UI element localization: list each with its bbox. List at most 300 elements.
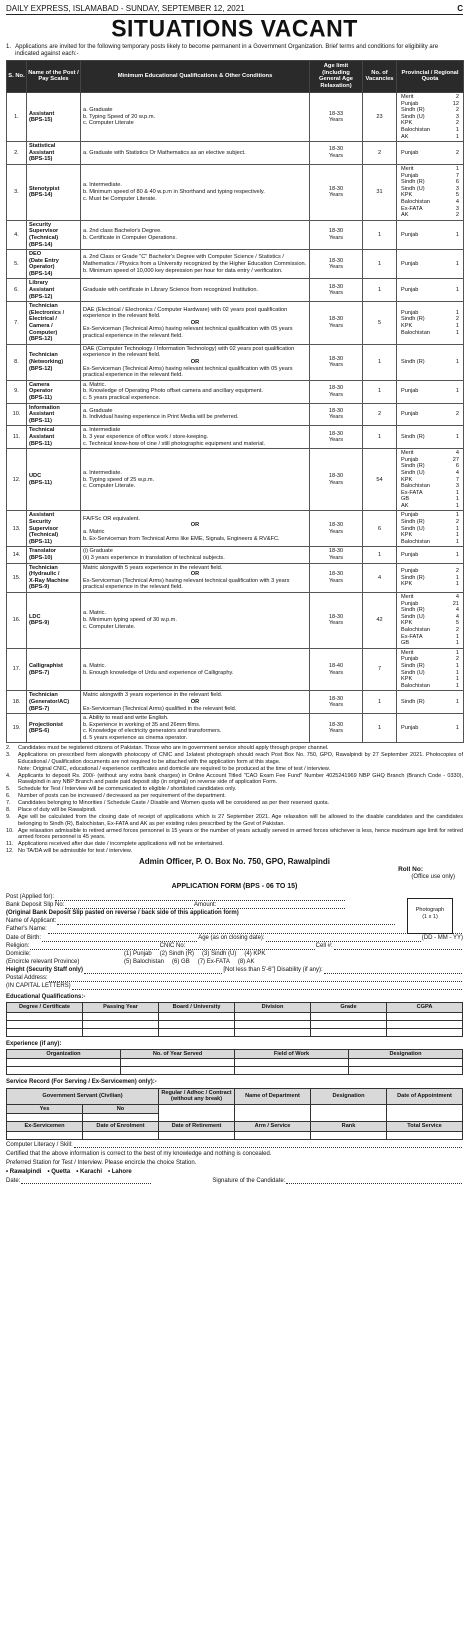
total-service-header: Total Service	[387, 1122, 463, 1132]
quota	[397, 547, 464, 563]
education-row[interactable]	[7, 1020, 463, 1028]
quota-region: Sindh (R)	[401, 433, 425, 440]
quota-count: 1	[455, 496, 459, 503]
signature-field[interactable]	[286, 1178, 462, 1184]
education-column-header: Degree / Certificate	[7, 1003, 83, 1013]
qualification-line: a. Intermediate	[83, 427, 121, 434]
station-quetta[interactable]: • Quetta	[47, 1169, 71, 1176]
vacancy-count: 1	[363, 344, 397, 380]
post-line: Stenotypist	[29, 185, 60, 192]
post-name	[27, 691, 81, 714]
post-line: Translator	[29, 548, 57, 555]
note-number: 11.	[6, 841, 14, 848]
post-line: Technician	[29, 352, 58, 359]
quota-count: 1	[455, 724, 459, 731]
quota-line	[399, 539, 461, 546]
serial-number: 8.	[7, 344, 27, 380]
quota-region: KPK	[401, 532, 413, 539]
quota-count: 1	[455, 489, 459, 496]
quota-line	[399, 199, 461, 206]
vacancy-row	[7, 691, 464, 714]
quota-count: 2	[455, 567, 459, 574]
experience-table	[6, 1049, 463, 1076]
quota-count: 1	[455, 676, 459, 683]
quota-region: Punjab	[401, 287, 419, 294]
age-limit	[310, 279, 363, 302]
or-separator: OR	[190, 522, 200, 529]
note-number	[6, 766, 18, 772]
post-name	[27, 380, 81, 403]
quota-region: Balochistan	[401, 127, 430, 133]
domicile-option[interactable]: (8) AK	[237, 958, 255, 965]
serial-number: 1.	[7, 93, 27, 142]
quota-count: 1	[455, 127, 459, 133]
ex-service-row[interactable]	[7, 1131, 463, 1139]
station-lahore[interactable]: • Lahore	[108, 1169, 132, 1176]
vacancy-row	[7, 511, 464, 547]
height-field[interactable]	[84, 968, 222, 974]
cnic-field[interactable]	[186, 944, 314, 950]
quota	[397, 344, 464, 380]
post-line: Assistant	[29, 512, 55, 519]
qualification-line: a. Graduate	[83, 107, 113, 114]
quota-region: Punjab	[401, 551, 419, 558]
qualification	[81, 344, 310, 380]
note-item	[6, 841, 463, 847]
note-text: Candidates must be registered citizens of Pakistan. Those who are in government service should apply through proper channel.	[18, 745, 329, 752]
quota-count: 1	[455, 682, 459, 689]
age-line: Years	[328, 528, 344, 535]
quota-region: Balochistan	[401, 682, 430, 689]
post-line: (BPS-7)	[29, 705, 50, 712]
quota-count: 1	[455, 309, 459, 316]
vacancy-row	[7, 403, 464, 426]
station-rawalpindi[interactable]: • Rawalpindi	[6, 1169, 42, 1176]
post-line: (BPS-11)	[29, 417, 53, 424]
serial-number: 4.	[7, 220, 27, 249]
quota-line	[399, 450, 461, 457]
quota-line	[399, 107, 461, 114]
post-line: Computer)	[29, 329, 58, 336]
age-line: Years	[328, 153, 344, 160]
bank-slip-field[interactable]	[65, 903, 193, 909]
post-line: Assistant	[29, 149, 55, 156]
qualification	[81, 714, 310, 743]
qualification	[81, 250, 310, 279]
age-line: 18-40	[328, 662, 344, 669]
vacancies-header-row	[7, 60, 464, 92]
quota-line	[399, 316, 461, 323]
post-name	[27, 511, 81, 547]
literacy-field[interactable]	[74, 1142, 462, 1148]
quota-region: Sindh (R)	[401, 463, 425, 470]
post-line: Information	[29, 404, 60, 411]
age-limit	[310, 714, 363, 743]
vacancy-count: 7	[363, 648, 397, 691]
qualification-line: b. Certificate in Computer Operations.	[83, 234, 177, 241]
post-line: (BPS-7)	[29, 669, 50, 676]
quota-count: 6	[455, 463, 459, 470]
age-line: 18-30	[328, 185, 344, 192]
post-name	[27, 648, 81, 691]
or-separator: OR	[190, 359, 200, 365]
age-line: Years	[328, 264, 344, 271]
qualification-line: c. Computer Literate.	[83, 623, 136, 630]
post-name	[27, 164, 81, 220]
serial-number: 18.	[7, 691, 27, 714]
domicile-option[interactable]: (2) Sindh (R)	[159, 950, 195, 957]
quota-region: Sindh (R)	[401, 316, 425, 323]
note-item	[6, 814, 463, 827]
age-label: Age (as on closing date):	[198, 934, 265, 941]
note-item	[6, 848, 463, 854]
vacancy-row	[7, 302, 464, 345]
qualification	[81, 449, 310, 511]
disability-label: Disability (if any):	[276, 966, 323, 973]
quota-line	[399, 388, 461, 395]
domicile-row-2	[6, 959, 463, 966]
vacancy-row	[7, 142, 464, 165]
age-limit	[310, 250, 363, 279]
cell-field[interactable]	[334, 944, 462, 950]
note-number: 12.	[6, 848, 14, 855]
age-limit	[310, 380, 363, 403]
quota-region: AK	[401, 502, 409, 509]
quota	[397, 142, 464, 165]
quota-line	[399, 676, 461, 683]
qualification-line: b. Experience in working of 35 and 26mm films.	[83, 721, 201, 728]
notes-list	[6, 745, 463, 854]
date-field[interactable]	[21, 1178, 151, 1184]
qualification-line: b. Ex-Serviceman from Technical Arms like EME, Signals, Engineers & RV&FC.	[83, 535, 280, 542]
quota-count: 1	[455, 287, 459, 294]
vacancy-count: 4	[363, 563, 397, 592]
page-title: SITUATIONS VACANT	[111, 14, 358, 43]
quota-line	[399, 310, 461, 317]
domicile-option[interactable]: (7) Ex-FATA	[197, 958, 230, 965]
post-applied-field[interactable]	[55, 895, 345, 901]
post-line: (BPS-12)	[29, 336, 53, 343]
vacancy-row	[7, 648, 464, 691]
quota-line	[399, 670, 461, 677]
encircle-note: (Encircle relevant Province)	[6, 958, 80, 965]
intro-paragraph	[6, 44, 463, 58]
applicant-name-field[interactable]	[57, 919, 395, 925]
age-line: 18-30	[328, 522, 344, 529]
experience-header-row	[7, 1049, 463, 1059]
quota-count: 3	[455, 113, 459, 120]
quota	[397, 511, 464, 547]
quota	[397, 426, 464, 449]
age-limit	[310, 648, 363, 691]
vacancy-count: 6	[363, 511, 397, 547]
quota-line	[399, 581, 461, 588]
quota-line	[399, 94, 461, 101]
note-text: Number of posts can be increased / decreased as per requirement of the department.	[18, 793, 226, 800]
station-karachi[interactable]: • Karachi	[76, 1169, 102, 1176]
qualification	[81, 302, 310, 345]
quota-count: 1	[455, 551, 459, 558]
qualification	[81, 380, 310, 403]
quota-line	[399, 434, 461, 441]
qualification-line: b. Typing Speed of 20 w.p.m.	[83, 113, 156, 120]
serial-number: 11.	[7, 426, 27, 449]
quota-region: GB	[401, 640, 410, 647]
post-line: (BPS-11)	[29, 479, 53, 486]
vacancy-count: 1	[363, 691, 397, 714]
serial-number: 19.	[7, 714, 27, 743]
column-header: Age limit (Including General Age Relaxation)	[310, 60, 363, 92]
vacancy-count: 1	[363, 380, 397, 403]
applicant-name-label: Name of Applicant:	[6, 918, 57, 925]
quota-region: Sindh (R)	[401, 607, 425, 614]
experience-title: Experience (if any):	[6, 1040, 62, 1047]
experience-row[interactable]	[7, 1067, 463, 1075]
quota-count: 1	[455, 433, 459, 440]
date-format: (DD - MM - YY)	[421, 934, 464, 941]
age-line: 18-30	[328, 146, 344, 153]
note-number: 8.	[6, 807, 11, 814]
quota-region: KPK	[401, 323, 413, 330]
post-name	[27, 142, 81, 165]
quota-count: 1	[455, 633, 459, 640]
post-line: (Technical)	[29, 234, 59, 241]
signature-row	[6, 1178, 463, 1185]
qualification-line: c. Computer Literate.	[83, 483, 136, 490]
experience-column-header: Organization	[7, 1049, 121, 1059]
age-field[interactable]	[266, 936, 421, 942]
quota-line	[399, 519, 461, 526]
quota-count: 2	[455, 120, 459, 127]
quota-region: Sindh (U)	[401, 613, 425, 620]
qualification-line: d. 5 years experience as cinema operator.	[83, 734, 188, 741]
vacancy-row	[7, 279, 464, 302]
quota-region: Merit	[401, 594, 414, 600]
quota-region: Punjab	[401, 388, 419, 395]
designation-header: Designation	[311, 1088, 387, 1104]
post-line: Electrical /	[29, 316, 57, 323]
quota-line	[399, 607, 461, 614]
quota-line	[399, 594, 461, 601]
age-line: Years	[328, 290, 344, 297]
quota-region: Sindh (R)	[401, 519, 425, 526]
post-name	[27, 93, 81, 142]
qualification-line: Ex-Serviceman (Technical Arms) having relevant technical qualification with 3 years practical experience in the relevant field.	[83, 577, 290, 591]
quota-count: 4	[455, 469, 459, 476]
quota-line	[399, 206, 461, 213]
serial-number: 13.	[7, 511, 27, 547]
qualification-line: a. 2nd class Bachelor's Degree.	[83, 228, 162, 235]
age-limit	[310, 449, 363, 511]
qualification-line: a. Intermediate.	[83, 182, 122, 189]
appointment-header: Date of Appointment	[387, 1088, 463, 1104]
dob-field[interactable]	[42, 936, 197, 942]
qualification	[81, 511, 310, 547]
quota-region: Sindh (R)	[401, 698, 425, 705]
quota-line	[399, 173, 461, 180]
certify-text: Certified that the above information is correct to the best of my knowledge and nothing is concealed.	[6, 1150, 272, 1157]
quota-region: Sindh (R)	[401, 359, 425, 365]
domicile-option[interactable]: (1) Punjab	[124, 950, 152, 957]
post-line: Operator	[29, 388, 53, 395]
post-line: (BPS-9)	[29, 620, 50, 627]
vacancy-count: 1	[363, 279, 397, 302]
quota-region: Merit	[401, 165, 414, 172]
quota-line	[399, 212, 461, 219]
domicile-option[interactable]: (5) Balochistan	[124, 958, 165, 965]
education-row[interactable]	[7, 1012, 463, 1020]
vacancy-row	[7, 93, 464, 142]
quota-region: KPK	[401, 192, 413, 199]
post-line: (BPS-14)	[29, 270, 53, 277]
post-line: Security	[29, 519, 52, 526]
quota-line	[399, 640, 461, 647]
post-name	[27, 302, 81, 345]
quota-count: 2	[455, 94, 459, 101]
vacancy-count: 1	[363, 250, 397, 279]
qualification-line: b. 3 year experience of office work / store-keeping.	[83, 433, 209, 440]
domicile-option[interactable]: (6) GB	[172, 958, 190, 965]
quota-region: Punjab	[401, 456, 419, 463]
domicile-label: Domicile:	[6, 950, 31, 957]
serial-number: 3.	[7, 164, 27, 220]
post-line: Projectionist	[29, 721, 63, 728]
age-limit	[310, 691, 363, 714]
capital-letters-note: (IN CAPITAL LETTERS)	[6, 983, 71, 989]
post-name	[27, 250, 81, 279]
post-line: (BPS-12)	[29, 365, 53, 372]
quota-line	[399, 470, 461, 477]
post-line: (BPS-15)	[29, 156, 53, 163]
qualification-line: a. Intermediate.	[83, 469, 122, 476]
quota-region: Punjab	[401, 512, 419, 519]
vacancy-row	[7, 220, 464, 249]
postal-address-label: Postal Address:	[6, 974, 48, 981]
vacancy-row	[7, 344, 464, 380]
domicile-option[interactable]: (3) Sindh (U)	[202, 950, 237, 957]
quota-region: Punjab	[401, 567, 419, 574]
age-line: 18-30	[328, 407, 344, 414]
quota-count: 2	[455, 656, 459, 663]
religion-field[interactable]	[30, 944, 158, 950]
post-name	[27, 563, 81, 592]
note-item	[6, 800, 463, 806]
qualification	[81, 563, 310, 592]
serial-number: 7.	[7, 302, 27, 345]
quota-region: Punjab	[401, 231, 419, 238]
post-line: Operator)	[29, 264, 55, 271]
service-record-title: Service Record (For Serving / Ex-Servicemen) only):-	[6, 1079, 157, 1086]
vacancy-row	[7, 380, 464, 403]
serial-number: 15.	[7, 563, 27, 592]
quota-region: Sindh (R)	[401, 179, 425, 186]
father-name-field[interactable]	[48, 928, 462, 934]
quota-count: 1	[455, 231, 459, 238]
qualification-line: (i) Graduate	[83, 548, 113, 555]
quota-region: Ex-FATA	[401, 633, 423, 640]
contract-header: Regular / Adhoc / Contract (without any break)	[159, 1088, 235, 1104]
quota-count: 4	[455, 594, 459, 600]
age-line: 18-30	[328, 473, 344, 480]
amount-field[interactable]	[217, 903, 345, 909]
quota	[397, 714, 464, 743]
age-line: 18-30	[328, 613, 344, 620]
age-line: 18-33	[328, 110, 344, 117]
quota-line	[399, 725, 461, 732]
note-text: Schedule for Test / Interview will be communicated to eligible / shortlisted candidates only.	[18, 786, 237, 793]
age-line: 18-30	[328, 283, 344, 290]
quota	[397, 449, 464, 511]
quota-count: 7	[455, 476, 459, 483]
quota-region: Ex-FATA	[401, 205, 423, 212]
post-line: Technician	[29, 692, 58, 699]
qualification-line: (ii) 3 years experience in translation of technical subjects.	[83, 555, 225, 562]
or-separator: OR	[190, 571, 200, 578]
age-line: 18-30	[328, 548, 344, 555]
post-line: (BPS-11)	[29, 538, 53, 545]
quota-line	[399, 114, 461, 121]
note-text: Note: Original CNIC, educational / experience certificates and domicile are required to be produced at the time of test / interview.	[18, 765, 331, 772]
age-line: Years	[328, 577, 344, 584]
no-header: No	[83, 1104, 159, 1114]
age-line: Years	[328, 728, 344, 735]
quota-region: Ex-FATA	[401, 489, 423, 496]
yes-no-row	[7, 1104, 463, 1114]
quota-line	[399, 650, 461, 657]
quota-region: Balochistan	[401, 329, 430, 336]
post-line: (BPS-10)	[29, 555, 53, 562]
quota-line	[399, 261, 461, 268]
domicile-option[interactable]: (4) KPK	[244, 950, 266, 957]
post-line: Technician	[29, 303, 58, 310]
quota-count: 2	[455, 149, 459, 156]
serial-number: 10.	[7, 403, 27, 426]
post-line: (BPS-12)	[29, 293, 53, 300]
note-number: 6.	[6, 793, 11, 800]
qualification	[81, 547, 310, 563]
quota-count: 1	[455, 502, 459, 509]
qualification-line: Ex-Serviceman (Technical Arms) having relevant technical qualification with 05 years practical experience in the relevant field.	[83, 365, 293, 379]
age-line: Years	[328, 555, 344, 562]
quota-region: Sindh (R)	[401, 662, 425, 669]
quota-region: Punjab	[401, 309, 419, 316]
postal-address-field[interactable]	[49, 976, 462, 982]
quota-count: 1	[455, 698, 459, 705]
experience-row[interactable]	[7, 1059, 463, 1067]
or-separator: OR	[190, 698, 200, 705]
masthead-corner: C	[457, 4, 463, 13]
quota-line	[399, 120, 461, 127]
age-line: Years	[328, 234, 344, 241]
qualification-line: b. Knowledge of Operating Photo offset camera and ancillary equipment.	[83, 388, 263, 395]
qualification	[81, 691, 310, 714]
quota-count: 6	[455, 179, 459, 186]
cell-label: Cell #:	[315, 942, 333, 949]
postal-address-field-2[interactable]	[72, 984, 462, 990]
disability-field[interactable]	[324, 968, 462, 974]
post-line: Calligraphist	[29, 662, 63, 669]
post-line: (BPS-14)	[29, 241, 53, 248]
domicile-row-1	[6, 951, 463, 958]
note-item	[6, 786, 463, 792]
quota-line	[399, 463, 461, 470]
enrolment-header: Date of Enrolment	[83, 1122, 159, 1132]
age-line: Years	[328, 117, 344, 124]
quota	[397, 279, 464, 302]
education-row[interactable]	[7, 1028, 463, 1036]
quota-count: 27	[452, 456, 459, 463]
quota-line	[399, 150, 461, 157]
